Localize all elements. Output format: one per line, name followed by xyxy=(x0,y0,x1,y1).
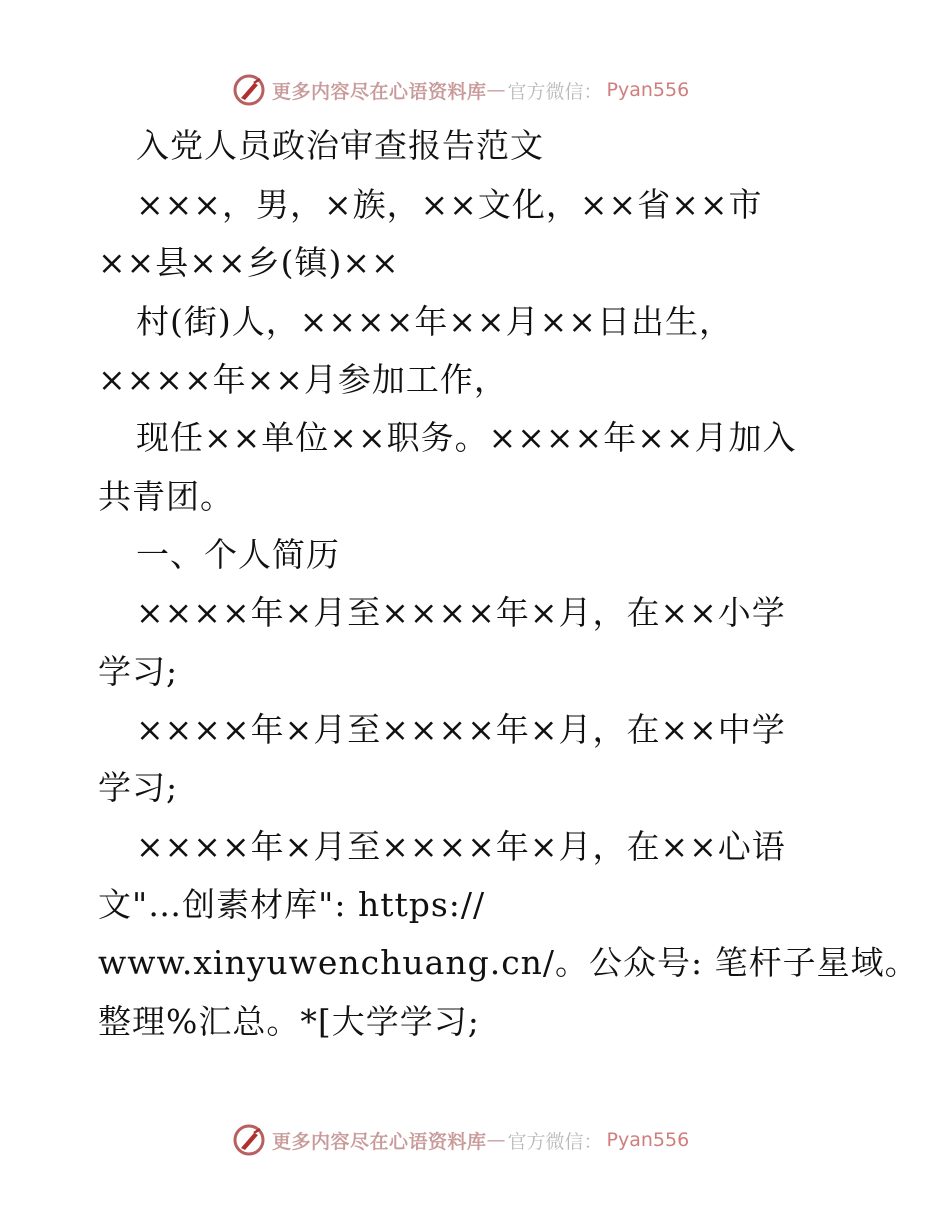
text-line: ××××年××月参加工作， xyxy=(98,360,508,399)
watermark-wechat-label: 官方微信： xyxy=(507,1130,603,1153)
watermark-dash: — xyxy=(486,79,506,101)
text-line: ××××年×月至××××年×月，在××小学 xyxy=(136,593,786,632)
text-line: ××××年×月至××××年×月，在××心语 xyxy=(136,827,786,866)
text-line: 学习; xyxy=(98,652,179,691)
text-line: 现任××单位××职务。××××年××月加入 xyxy=(136,418,797,457)
text-line: ×××，男，×族，××文化，××省××市 xyxy=(136,185,763,224)
watermark-dash: — xyxy=(486,1129,506,1151)
text-line: 学习; xyxy=(98,768,179,807)
text-line: 文"…创素材库": https:// xyxy=(98,885,486,924)
text-line: 村(街)人，××××年××月××日出生， xyxy=(136,302,733,341)
text-line: www.xinyuwenchuang.cn/。公众号: 笔杆子星域。 xyxy=(98,943,919,982)
watermark-wechat-label: 官方微信： xyxy=(507,80,603,103)
text-line: 共青团。 xyxy=(98,477,234,516)
section-heading: 一、个人简历 xyxy=(136,535,340,574)
watermark-footer xyxy=(232,1122,712,1158)
watermark-wechat-id: Pyan556 xyxy=(606,79,690,101)
text-line: ××××年×月至××××年×月，在××中学 xyxy=(136,710,786,749)
watermark-site-text: 更多内容尽在心语资料库 xyxy=(272,80,487,103)
document-title: 入党人员政治审查报告范文 xyxy=(136,126,544,165)
text-line: 整理%汇总。*[大学学习; xyxy=(98,1002,480,1041)
text-line: ××县××乡(镇)×× xyxy=(98,243,400,282)
quill-seal-icon xyxy=(232,73,266,107)
watermark-wechat-id: Pyan556 xyxy=(606,1129,690,1151)
quill-seal-icon xyxy=(232,1123,266,1157)
watermark-header xyxy=(232,72,712,108)
watermark-site-text: 更多内容尽在心语资料库 xyxy=(272,1130,487,1153)
